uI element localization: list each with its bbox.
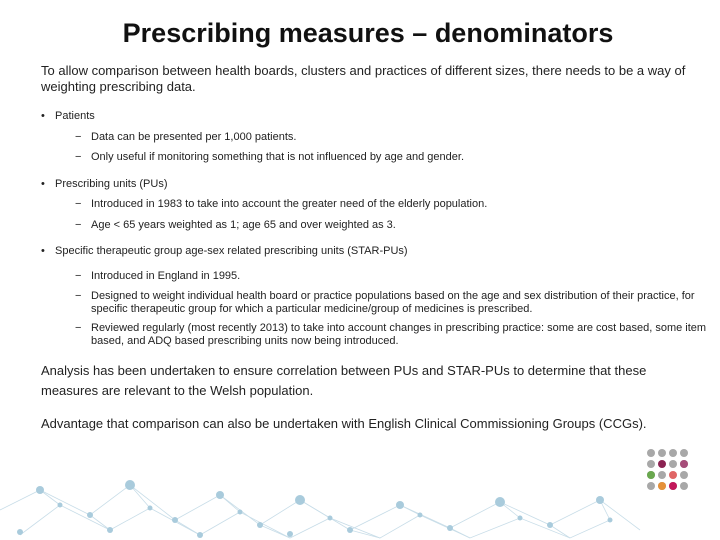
sub-item: − Designed to weight individual health board or practice populations based on the age and sex distribution of their practice, for specific therapeutic group for which a particular medicine/group of medicines is prescribed. [75, 290, 695, 315]
dash-icon: − [75, 322, 82, 334]
sub-item: − Introduced in 1983 to take into account the greater need of the elderly population. [75, 198, 488, 210]
bullet-icon: • [41, 245, 45, 257]
dash-icon: − [75, 270, 82, 282]
sub-item: − Only useful if monitoring something that is not influenced by age and gender. [75, 151, 465, 163]
slide-title: Prescribing measures – denominators [122, 18, 614, 48]
bullet-patients [41, 110, 95, 122]
dash-icon: − [75, 151, 82, 163]
advantage-paragraph: Advantage that comparison can also be undertaken with English Clinical Commissioning Groups (CCGs). [41, 416, 647, 431]
dash-icon: − [75, 290, 82, 302]
dash-icon: − [75, 131, 82, 143]
sub-item: − Data can be presented per 1,000 patients. [75, 131, 297, 143]
dot-grid-logo-icon [646, 448, 694, 498]
network-background [0, 430, 720, 540]
sub-item: − Introduced in England in 1995. [75, 270, 241, 282]
analysis-paragraph: Analysis has been undertaken to ensure correlation between PUs and STAR-PUs to determine that these measures are relevant to the Welsh population. [41, 363, 647, 398]
dash-icon: − [75, 219, 82, 231]
sub-item: − Age < 65 years weighted as 1; age 65 and over weighted as 3. [75, 219, 396, 231]
dash-icon: − [75, 198, 82, 210]
bullet-label: Prescribing units (PUs) [55, 178, 168, 190]
bullet-label: Specific therapeutic group age-sex related prescribing units (STAR-PUs) [55, 245, 408, 257]
bullet-icon: • [41, 178, 45, 190]
bullet-star-pus [41, 245, 408, 257]
bullet-prescribing-units [41, 178, 167, 190]
bullet-label: Patients [55, 110, 95, 122]
bullet-icon: • [41, 110, 45, 122]
intro-text: To allow comparison between health boards, clusters and practices of different sizes, there needs to be a way of weighting prescribing data. [41, 63, 686, 94]
sub-item: − Reviewed regularly (most recently 2013) to take into account changes in prescribing practice: some are cost based, some item based, and ADQ based prescribing units now being introduced. [75, 322, 707, 347]
